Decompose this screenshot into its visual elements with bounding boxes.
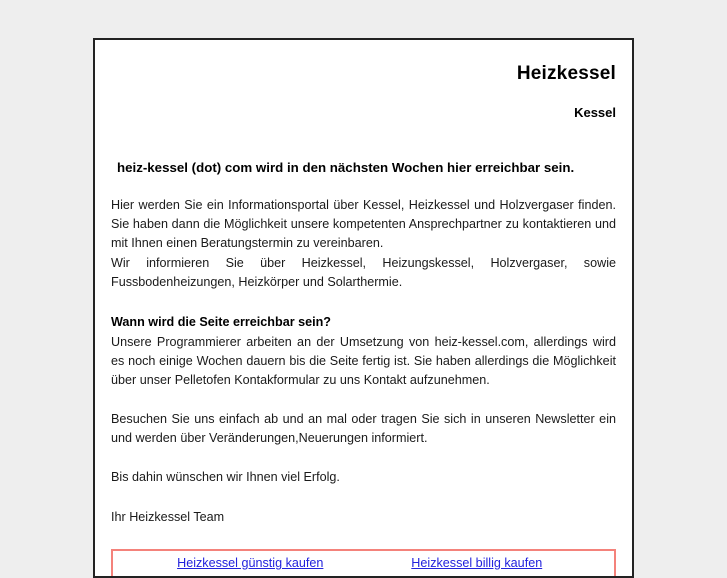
body-paragraph-1: Hier werden Sie ein Informationsportal über Kessel, Heizkessel und Holzvergaser finden. Sie haben dann die Möglichkeit unsere kompetenten Ansprechpartner zu kontaktieren und mit Ihnen einen Beratungstermin zu vereinbaren. [111, 198, 616, 251]
page-title: Heizkessel [516, 63, 616, 84]
body-paragraph-5: Bis dahin wünschen wir Ihnen viel Erfolg. [111, 470, 340, 485]
link-slot-1 [137, 554, 364, 572]
body-paragraph-2: Wir informieren Sie über Heizkessel, Heizungskessel, Holzvergaser, sowie Fussbodenheizungen, Heizkörper und Solarthermie. [111, 255, 616, 289]
section-subheading: Wann wird die Seite erreichbar sein? [111, 314, 331, 329]
signature-line: Ihr Heizkessel Team [111, 509, 225, 524]
link-heizkessel-guenstig-kaufen[interactable]: Heizkessel günstig kaufen [177, 556, 324, 571]
page-content-frame [93, 38, 634, 578]
body-paragraph-4: Besuchen Sie uns einfach ab und an mal oder tragen Sie sich in unseren Newsletter ein und werden über Veränderungen,Neuerungen informiert. [111, 412, 616, 446]
link-heizkessel-billig-kaufen[interactable]: Heizkessel billig kaufen [411, 556, 543, 571]
page-inner [95, 64, 632, 578]
body-paragraph-3: Unsere Programmierer arbeiten an der Umsetzung von heiz-kessel.com, allerdings wird es noch einige Wochen dauern bis die Seite fertig ist. Sie haben allerdings die Möglichkeit über unser Pelletofen Kontakformular zu uns Kontakt aufzunehmen. [111, 334, 616, 388]
lead-announcement: heiz-kessel (dot) com wird in den nächsten Wochen hier erreichbar sein. [117, 160, 575, 176]
promo-link-box [111, 549, 616, 578]
page-subtitle: Kessel [574, 104, 616, 120]
link-slot-2 [364, 554, 591, 572]
